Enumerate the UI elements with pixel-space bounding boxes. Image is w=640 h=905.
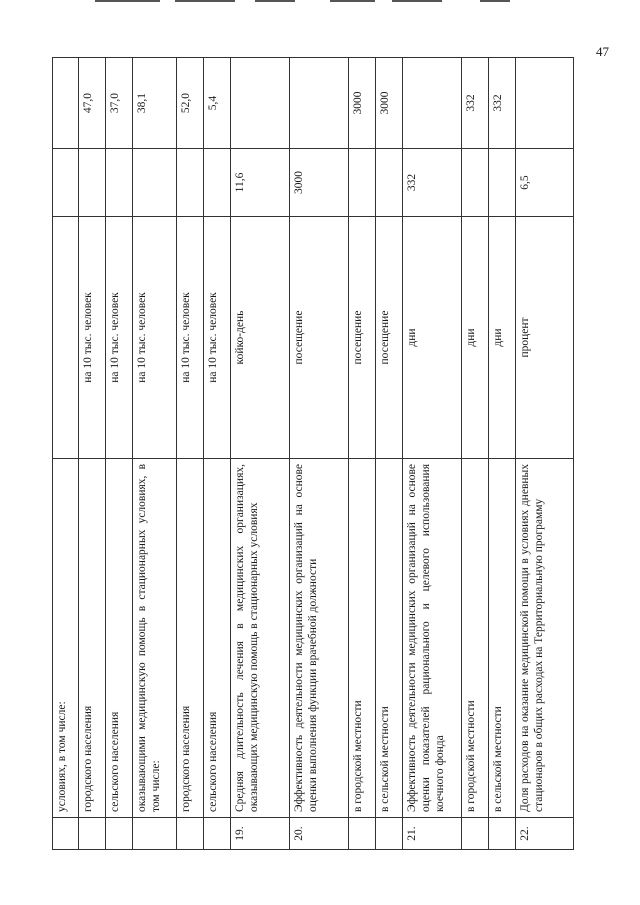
row-description: Эффективность деятельности медицинских организаций на основе оценки выполнения функции врачебной должности [290, 459, 349, 818]
row-description: городского населения [79, 459, 106, 818]
row-value [349, 149, 376, 217]
row-value [462, 149, 489, 217]
row-extra-value [231, 58, 290, 149]
row-extra-value: 332 [462, 58, 489, 149]
row-extra-value: 37,0 [106, 58, 133, 149]
row-description: Средняя длительность лечения в медицинских организациях, оказывающих медицинскую помощь в стационарных условиях [231, 459, 290, 818]
table-row [204, 58, 231, 850]
table-row [231, 58, 290, 850]
row-number [462, 818, 489, 850]
row-extra-value: 38,1 [133, 58, 177, 149]
row-number [177, 818, 204, 850]
row-extra-value [403, 58, 462, 149]
row-number: 19. [231, 818, 290, 850]
table-row [516, 58, 574, 850]
row-unit: дни [489, 217, 516, 459]
row-description: Доля расходов на оказание медицинской помощи в условиях дневных стационаров в общих расходах на Территориальную программу [516, 459, 574, 818]
row-unit: посещение [376, 217, 403, 459]
row-number: 22. [516, 818, 574, 850]
row-extra-value [290, 58, 349, 149]
row-extra-value: 3000 [349, 58, 376, 149]
row-extra-value [516, 58, 574, 149]
row-value [489, 149, 516, 217]
row-unit: на 10 тыс. человек [204, 217, 231, 459]
row-unit: на 10 тыс. человек [177, 217, 204, 459]
row-description: в городской местности [462, 459, 489, 818]
table-row [177, 58, 204, 850]
row-number: 21. [403, 818, 462, 850]
row-extra-value [53, 58, 79, 149]
row-value: 3000 [290, 149, 349, 217]
row-unit: на 10 тыс. человек [133, 217, 177, 459]
row-value [177, 149, 204, 217]
row-number [489, 818, 516, 850]
row-description: сельского населения [204, 459, 231, 818]
table-row [489, 58, 516, 850]
row-value [53, 149, 79, 217]
row-description: городского населения [177, 459, 204, 818]
row-value [204, 149, 231, 217]
row-value: 332 [403, 149, 462, 217]
row-unit: посещение [349, 217, 376, 459]
rotated-table-container [52, 58, 640, 850]
page-number: 47 [596, 44, 609, 59]
row-unit: процент [516, 217, 574, 459]
row-value [376, 149, 403, 217]
table-row [53, 58, 79, 850]
row-description: в городской местности [349, 459, 376, 818]
row-value [133, 149, 177, 217]
table-row [79, 58, 106, 850]
table-row [376, 58, 403, 850]
row-description: в сельской местности [376, 459, 403, 818]
row-value: 6,5 [516, 149, 574, 217]
row-number [349, 818, 376, 850]
row-extra-value: 47,0 [79, 58, 106, 149]
row-number [79, 818, 106, 850]
indicators-table [52, 57, 574, 850]
table-row [290, 58, 349, 850]
row-extra-value: 3000 [376, 58, 403, 149]
table-row [133, 58, 177, 850]
table-row [403, 58, 462, 850]
row-extra-value: 52,0 [177, 58, 204, 149]
row-unit [53, 217, 79, 459]
row-value [106, 149, 133, 217]
table-row [462, 58, 489, 850]
row-description: условиях, в том числе: [53, 459, 79, 818]
row-unit: на 10 тыс. человек [106, 217, 133, 459]
row-description: Эффективность деятельности медицинских организаций на основе оценки показателей рационального и целевого использования коечного фонда [403, 459, 462, 818]
top-edge-marks [0, 0, 640, 8]
row-value [79, 149, 106, 217]
row-unit: посещение [290, 217, 349, 459]
row-description: оказывающими медицинскую помощь в стационарных условиях, в том числе: [133, 459, 177, 818]
row-number [133, 818, 177, 850]
row-unit: на 10 тыс. человек [79, 217, 106, 459]
row-value: 11,6 [231, 149, 290, 217]
table-row [349, 58, 376, 850]
row-unit: койко-день [231, 217, 290, 459]
row-unit: дни [403, 217, 462, 459]
row-number: 20. [290, 818, 349, 850]
row-extra-value: 5,4 [204, 58, 231, 149]
row-number [204, 818, 231, 850]
row-description: в сельской местности [489, 459, 516, 818]
row-extra-value: 332 [489, 58, 516, 149]
table-row [106, 58, 133, 850]
row-number [106, 818, 133, 850]
row-unit: дни [462, 217, 489, 459]
row-number [53, 818, 79, 850]
row-description: сельского населения [106, 459, 133, 818]
row-number [376, 818, 403, 850]
